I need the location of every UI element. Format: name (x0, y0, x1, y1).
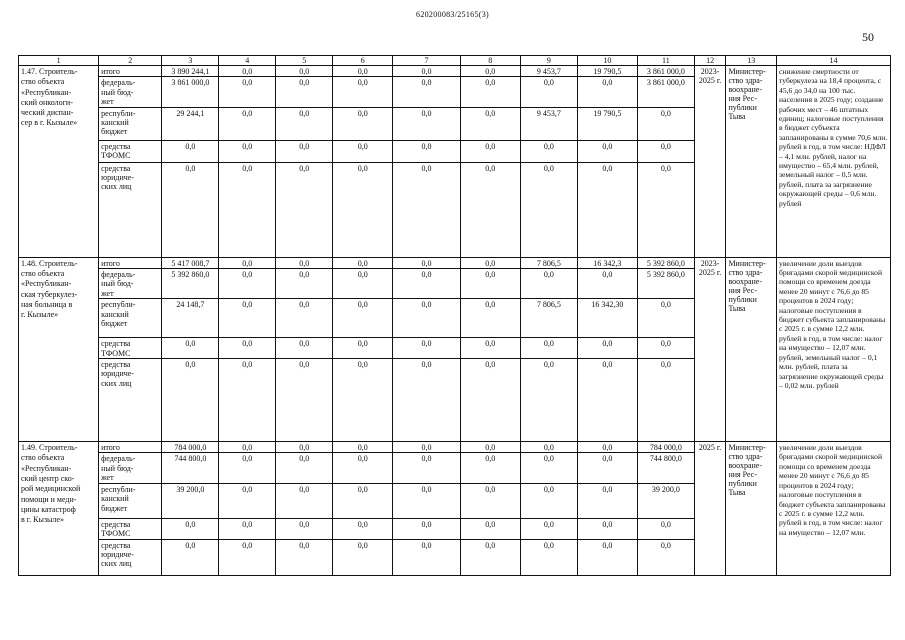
value-cell: 0,0 (460, 338, 520, 359)
header-cell: 7 (393, 56, 460, 66)
value-cell: 0,0 (333, 453, 393, 483)
value-cell: 0,0 (219, 518, 276, 539)
table-row (19, 257, 891, 268)
value-cell: 0,0 (333, 338, 393, 359)
header-cell: 14 (777, 56, 891, 66)
header-cell: 4 (219, 56, 276, 66)
value-cell: 0,0 (577, 442, 637, 453)
funding-source-label: республи- канский бюджет (99, 107, 162, 140)
value-cell: 0,0 (460, 77, 520, 107)
value-cell: 3 861 000,0 (162, 77, 219, 107)
funding-source-label: средства юридиче- ских лиц (99, 359, 162, 442)
value-cell: 0,0 (520, 518, 577, 539)
header-cell: 2 (99, 56, 162, 66)
value-cell: 0,0 (276, 140, 333, 162)
header-cell: 13 (726, 56, 777, 66)
value-cell: 16 342,3 (577, 257, 637, 268)
value-cell: 0,0 (333, 140, 393, 162)
value-cell: 24 148,7 (162, 299, 219, 338)
value-cell: 0,0 (276, 299, 333, 338)
item-name: 1.48. Строитель- ство объекта «Республикан- ская туберкулез- ная больница в г. Кызыле» (19, 257, 99, 441)
value-cell: 0,0 (219, 359, 276, 442)
executor: Министер- ство здра- воохране- ния Рес- публики Тыва (726, 257, 777, 441)
expected-result: снижение смертности от туберкулеза на 18,4 процента, с 45,6 до 34,0 на 100 тыс. населения в 2025 году; создание рабочих мест – 46 штатных единиц; налоговые поступления в бюджет субъекта запланированы в сумме 70,6 млн. рублей в год, в том числе: НДФЛ – 4,1 млн. рублей, налог на имущество – 65,4 млн. рублей, земельный налог – 0,5 млн. рублей, плата за загрязнение окружающей среды – 0,6 млн. рублей (777, 66, 891, 258)
value-cell: 0,0 (460, 483, 520, 518)
value-cell: 3 890 244,1 (162, 66, 219, 77)
value-cell: 0,0 (520, 359, 577, 442)
funding-source-label: итого (99, 66, 162, 77)
value-cell: 0,0 (637, 359, 694, 442)
value-cell: 0,0 (219, 338, 276, 359)
value-cell: 3 861 000,0 (637, 77, 694, 107)
value-cell: 0,0 (219, 539, 276, 575)
value-cell: 0,0 (393, 107, 460, 140)
value-cell: 0,0 (393, 257, 460, 268)
value-cell: 0,0 (460, 107, 520, 140)
value-cell: 0,0 (219, 483, 276, 518)
funding-source-label: средства ТФОМС (99, 338, 162, 359)
value-cell: 0,0 (219, 257, 276, 268)
value-cell: 0,0 (333, 539, 393, 575)
value-cell: 0,0 (276, 483, 333, 518)
value-cell: 0,0 (460, 359, 520, 442)
value-cell: 0,0 (520, 162, 577, 257)
value-cell: 0,0 (460, 257, 520, 268)
value-cell: 0,0 (333, 442, 393, 453)
value-cell: 0,0 (162, 162, 219, 257)
expected-result: увеличение доли выездов бригадами скорой медицинской помощи со временем доезда менее 20 минут с 76,6 до 85 процентов в 2024 году; налоговые поступления в бюджет субъекта запланированы с 2025 г. в сумме 12,2 млн. рублей в год, в том числе: налог на имущество – 12,07 млн. (777, 442, 891, 575)
value-cell: 0,0 (393, 140, 460, 162)
funding-source-label: федераль- ный бюд- жет (99, 453, 162, 483)
value-cell: 744 800,0 (637, 453, 694, 483)
value-cell: 0,0 (393, 483, 460, 518)
funding-source-label: федераль- ный бюд- жет (99, 269, 162, 299)
value-cell: 0,0 (276, 257, 333, 268)
value-cell: 0,0 (393, 442, 460, 453)
funding-source-label: федераль- ный бюд- жет (99, 77, 162, 107)
value-cell: 0,0 (333, 257, 393, 268)
value-cell: 0,0 (333, 269, 393, 299)
value-cell: 0,0 (219, 453, 276, 483)
implementation-years: 2023- 2025 г. (694, 66, 726, 258)
value-cell: 0,0 (276, 269, 333, 299)
value-cell: 0,0 (637, 107, 694, 140)
value-cell: 9 453,7 (520, 107, 577, 140)
value-cell: 0,0 (219, 299, 276, 338)
value-cell: 0,0 (637, 338, 694, 359)
header-cell: 8 (460, 56, 520, 66)
value-cell: 0,0 (520, 269, 577, 299)
value-cell: 0,0 (393, 453, 460, 483)
value-cell: 0,0 (333, 359, 393, 442)
value-cell: 0,0 (333, 107, 393, 140)
expected-result: увеличение доли выездов бригадами скорой медицинской помощи со временем доезда менее 20 минут с 76,6 до 85 процентов в 2024 году; налоговые поступления в бюджет субъекта запланированы с 2025 г. в сумме 12,2 млн. рублей в год, в том числе: налог на имущество – 12,07 млн. рублей, земельный налог – 0,1 млн. рублей, плата за загрязнение окружающей среды – 0,02 млн. рублей (777, 257, 891, 441)
item-name: 1.49. Строитель- ство объекта «Республикан- ский центр ско- рой медицинской помощи и меди- цины катастроф в г. Кызыле» (19, 442, 99, 575)
header-cell: 3 (162, 56, 219, 66)
value-cell: 0,0 (393, 66, 460, 77)
value-cell: 744 800,0 (162, 453, 219, 483)
value-cell: 0,0 (393, 359, 460, 442)
value-cell: 0,0 (460, 518, 520, 539)
value-cell: 0,0 (219, 269, 276, 299)
value-cell: 0,0 (577, 140, 637, 162)
value-cell: 0,0 (393, 269, 460, 299)
value-cell: 5 417 008,7 (162, 257, 219, 268)
value-cell: 0,0 (577, 539, 637, 575)
value-cell: 5 392 860,0 (162, 269, 219, 299)
value-cell: 0,0 (460, 140, 520, 162)
value-cell: 0,0 (520, 338, 577, 359)
value-cell: 0,0 (219, 442, 276, 453)
value-cell: 0,0 (276, 162, 333, 257)
value-cell: 0,0 (276, 77, 333, 107)
header-cell: 12 (694, 56, 726, 66)
value-cell: 0,0 (333, 299, 393, 338)
value-cell: 0,0 (520, 453, 577, 483)
value-cell: 0,0 (276, 66, 333, 77)
value-cell: 0,0 (276, 539, 333, 575)
value-cell: 0,0 (333, 162, 393, 257)
value-cell: 0,0 (460, 66, 520, 77)
value-cell: 7 806,5 (520, 257, 577, 268)
value-cell: 19 790,5 (577, 66, 637, 77)
value-cell: 0,0 (460, 453, 520, 483)
value-cell: 0,0 (520, 140, 577, 162)
value-cell: 0,0 (219, 77, 276, 107)
value-cell: 5 392 860,0 (637, 257, 694, 268)
value-cell: 29 244,1 (162, 107, 219, 140)
value-cell: 0,0 (393, 299, 460, 338)
value-cell: 0,0 (333, 518, 393, 539)
value-cell: 0,0 (637, 299, 694, 338)
value-cell: 0,0 (219, 140, 276, 162)
header-cell: 11 (637, 56, 694, 66)
funding-source-label: итого (99, 257, 162, 268)
header-row (19, 56, 891, 66)
value-cell: 0,0 (276, 338, 333, 359)
value-cell: 0,0 (219, 66, 276, 77)
value-cell: 0,0 (219, 107, 276, 140)
funding-source-label: республи- канский бюджет (99, 483, 162, 518)
value-cell: 0,0 (460, 442, 520, 453)
value-cell: 0,0 (162, 539, 219, 575)
value-cell: 0,0 (577, 269, 637, 299)
value-cell: 0,0 (637, 539, 694, 575)
funding-source-label: итого (99, 442, 162, 453)
value-cell: 0,0 (520, 483, 577, 518)
value-cell: 0,0 (577, 518, 637, 539)
header-cell: 5 (276, 56, 333, 66)
value-cell: 0,0 (162, 140, 219, 162)
value-cell: 0,0 (637, 518, 694, 539)
value-cell: 0,0 (460, 539, 520, 575)
value-cell: 784 000,0 (162, 442, 219, 453)
value-cell: 9 453,7 (520, 66, 577, 77)
value-cell: 0,0 (520, 442, 577, 453)
implementation-years: 2025 г. (694, 442, 726, 575)
value-cell: 7 806,5 (520, 299, 577, 338)
value-cell: 0,0 (393, 77, 460, 107)
value-cell: 0,0 (162, 359, 219, 442)
value-cell: 0,0 (276, 107, 333, 140)
executor: Министер- ство здра- воохране- ния Рес- публики Тыва (726, 66, 777, 258)
document-id: 620200083/25165(3) (416, 10, 489, 19)
value-cell: 0,0 (460, 299, 520, 338)
value-cell: 0,0 (520, 539, 577, 575)
value-cell: 3 861 000,0 (637, 66, 694, 77)
value-cell: 0,0 (276, 453, 333, 483)
value-cell: 0,0 (393, 518, 460, 539)
header-cell: 10 (577, 56, 637, 66)
value-cell: 0,0 (577, 77, 637, 107)
funding-source-label: средства юридиче- ских лиц (99, 162, 162, 257)
page-number: 50 (862, 30, 874, 44)
value-cell: 0,0 (460, 269, 520, 299)
value-cell: 0,0 (333, 483, 393, 518)
value-cell: 0,0 (520, 77, 577, 107)
value-cell: 0,0 (577, 483, 637, 518)
value-cell: 39 200,0 (162, 483, 219, 518)
value-cell: 0,0 (333, 66, 393, 77)
funding-source-label: средства юридиче- ских лиц (99, 539, 162, 575)
value-cell: 0,0 (393, 162, 460, 257)
value-cell: 0,0 (637, 140, 694, 162)
value-cell: 16 342,30 (577, 299, 637, 338)
header-cell: 1 (19, 56, 99, 66)
value-cell: 0,0 (276, 518, 333, 539)
funding-source-label: средства ТФОМС (99, 140, 162, 162)
value-cell: 0,0 (276, 359, 333, 442)
value-cell: 19 790,5 (577, 107, 637, 140)
value-cell: 0,0 (162, 338, 219, 359)
value-cell: 0,0 (577, 338, 637, 359)
value-cell: 0,0 (333, 77, 393, 107)
value-cell: 0,0 (460, 162, 520, 257)
funding-source-label: республи- канский бюджет (99, 299, 162, 338)
header-cell: 9 (520, 56, 577, 66)
value-cell: 784 000,0 (637, 442, 694, 453)
table-row (19, 442, 891, 453)
value-cell: 0,0 (393, 338, 460, 359)
value-cell: 39 200,0 (637, 483, 694, 518)
value-cell: 0,0 (219, 162, 276, 257)
executor: Министер- ство здра- воохране- ния Рес- публики Тыва (726, 442, 777, 575)
value-cell: 0,0 (393, 539, 460, 575)
implementation-years: 2023- 2025 г. (694, 257, 726, 441)
funding-source-label: средства ТФОМС (99, 518, 162, 539)
value-cell: 5 392 860,0 (637, 269, 694, 299)
value-cell: 0,0 (637, 162, 694, 257)
item-name: 1.47. Строитель- ство объекта «Республикан- ский онкологи- ческий диспан- сер в г. Кызыле» (19, 66, 99, 258)
budget-table (18, 55, 891, 576)
value-cell: 0,0 (162, 518, 219, 539)
value-cell: 0,0 (577, 162, 637, 257)
value-cell: 0,0 (276, 442, 333, 453)
table-row (19, 66, 891, 77)
value-cell: 0,0 (577, 359, 637, 442)
value-cell: 0,0 (577, 453, 637, 483)
header-cell: 6 (333, 56, 393, 66)
